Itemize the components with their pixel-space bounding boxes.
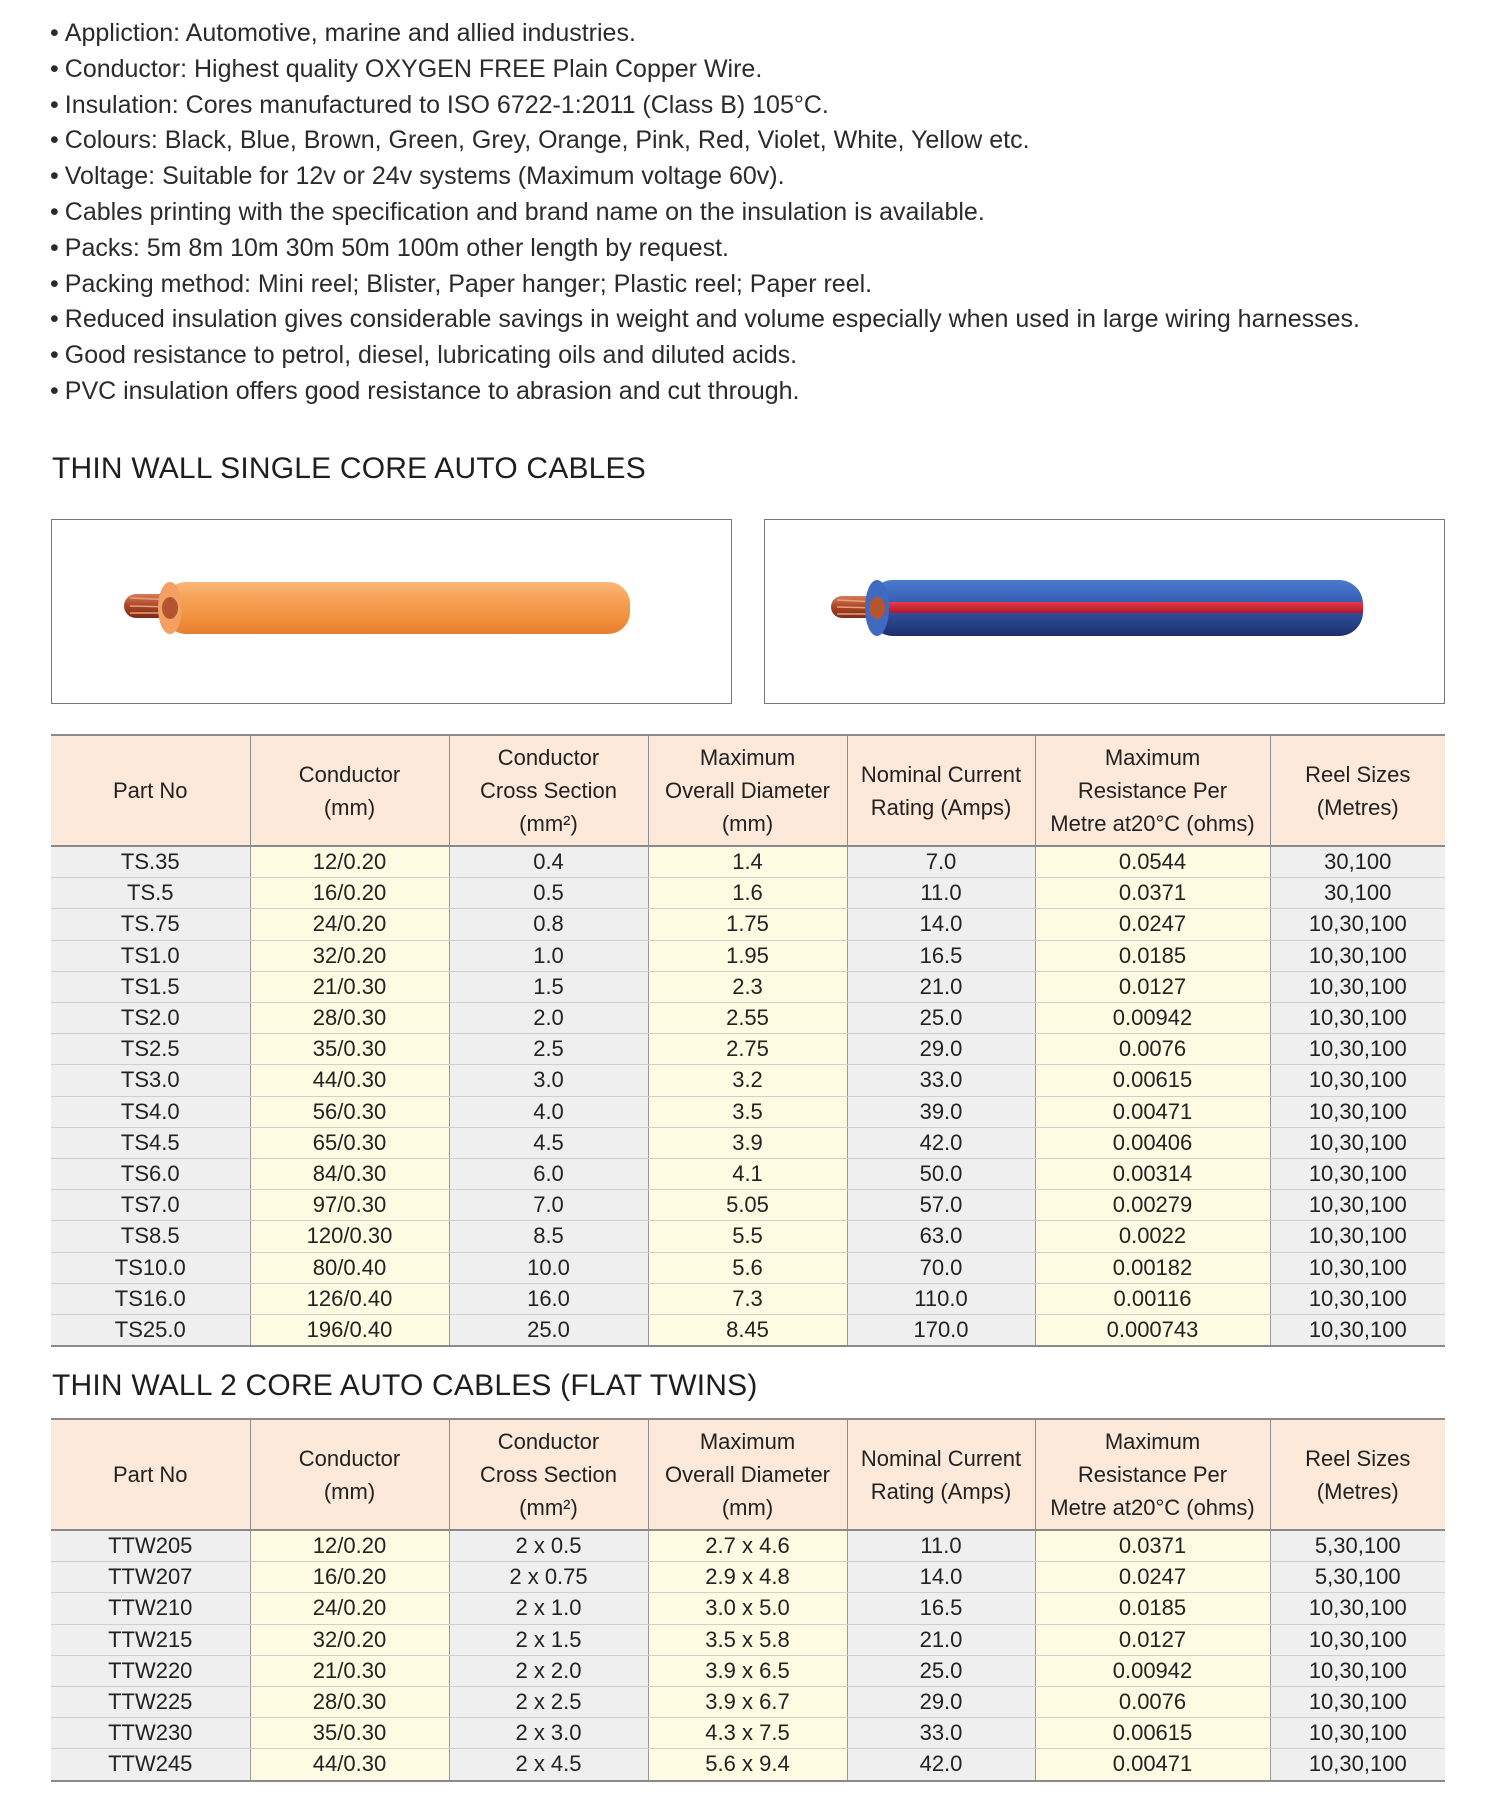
table-row xyxy=(51,1096,1445,1127)
cell-cross-section: 4.0 xyxy=(449,1096,648,1127)
cell-cross-section: 7.0 xyxy=(449,1190,648,1221)
cell-conductor: 21/0.30 xyxy=(250,971,449,1002)
table-row xyxy=(51,1221,1445,1252)
table-row xyxy=(51,1718,1445,1749)
cell-current-rating: 70.0 xyxy=(847,1252,1035,1283)
cell-resistance: 0.0247 xyxy=(1035,1562,1270,1593)
cell-resistance: 0.0371 xyxy=(1035,1530,1270,1562)
table-row xyxy=(51,971,1445,1002)
cell-current-rating: 110.0 xyxy=(847,1283,1035,1314)
cell-part-no: TS4.0 xyxy=(51,1096,250,1127)
cell-conductor: 126/0.40 xyxy=(250,1283,449,1314)
table-row xyxy=(51,1593,1445,1624)
cell-overall-diameter: 3.5 x 5.8 xyxy=(648,1624,847,1655)
feature-item: • Voltage: Suitable for 12v or 24v systems (Maximum voltage 60v). xyxy=(50,159,1470,195)
column-header-part-no: Part No xyxy=(51,735,250,846)
cell-resistance: 0.00182 xyxy=(1035,1252,1270,1283)
cell-reel-sizes: 5,30,100 xyxy=(1270,1530,1445,1562)
cell-part-no: TS7.0 xyxy=(51,1190,250,1221)
feature-item: • Cables printing with the specification and brand name on the insulation is available. xyxy=(50,195,1470,231)
cell-cross-section: 3.0 xyxy=(449,1065,648,1096)
cell-overall-diameter: 1.75 xyxy=(648,909,847,940)
cell-reel-sizes: 30,100 xyxy=(1270,878,1445,909)
cell-reel-sizes: 5,30,100 xyxy=(1270,1562,1445,1593)
column-header-cross-section: Conductor Cross Section (mm²) xyxy=(449,735,648,846)
cell-cross-section: 2 x 0.75 xyxy=(449,1562,648,1593)
cell-resistance: 0.00471 xyxy=(1035,1749,1270,1781)
table-row xyxy=(51,1252,1445,1283)
cell-current-rating: 14.0 xyxy=(847,909,1035,940)
cell-resistance: 0.00942 xyxy=(1035,1003,1270,1034)
feature-item: • Reduced insulation gives considerable savings in weight and volume especially when used in large wiring harnesses. xyxy=(50,302,1470,338)
cell-conductor: 28/0.30 xyxy=(250,1003,449,1034)
cell-overall-diameter: 2.3 xyxy=(648,971,847,1002)
cell-cross-section: 0.4 xyxy=(449,846,648,878)
cell-part-no: TS.35 xyxy=(51,846,250,878)
cell-current-rating: 25.0 xyxy=(847,1655,1035,1686)
cell-current-rating: 42.0 xyxy=(847,1749,1035,1781)
cell-resistance: 0.00615 xyxy=(1035,1065,1270,1096)
table-row xyxy=(51,1159,1445,1190)
feature-item: • Appliction: Automotive, marine and allied industries. xyxy=(50,16,1470,52)
table-row xyxy=(51,1687,1445,1718)
cell-part-no: TTW207 xyxy=(51,1562,250,1593)
cell-current-rating: 11.0 xyxy=(847,1530,1035,1562)
table-row xyxy=(51,1127,1445,1158)
cell-conductor: 56/0.30 xyxy=(250,1096,449,1127)
cell-conductor: 120/0.30 xyxy=(250,1221,449,1252)
cell-resistance: 0.0076 xyxy=(1035,1034,1270,1065)
cell-resistance: 0.0127 xyxy=(1035,971,1270,1002)
cell-overall-diameter: 3.9 xyxy=(648,1127,847,1158)
table-row xyxy=(51,1530,1445,1562)
cell-current-rating: 21.0 xyxy=(847,1624,1035,1655)
cell-resistance: 0.00314 xyxy=(1035,1159,1270,1190)
cell-part-no: TS1.5 xyxy=(51,971,250,1002)
twin-cable-illustration xyxy=(765,520,1443,702)
cell-overall-diameter: 3.2 xyxy=(648,1065,847,1096)
cell-current-rating: 170.0 xyxy=(847,1315,1035,1347)
column-header-reel-sizes: Reel Sizes (Metres) xyxy=(1270,1419,1445,1530)
cell-cross-section: 8.5 xyxy=(449,1221,648,1252)
cell-reel-sizes: 10,30,100 xyxy=(1270,1190,1445,1221)
cell-part-no: TTW220 xyxy=(51,1655,250,1686)
cell-conductor: 97/0.30 xyxy=(250,1190,449,1221)
column-header-part-no: Part No xyxy=(51,1419,250,1530)
feature-item: • Packing method: Mini reel; Blister, Paper hanger; Plastic reel; Paper reel. xyxy=(50,267,1470,303)
cell-overall-diameter: 2.75 xyxy=(648,1034,847,1065)
cell-reel-sizes: 10,30,100 xyxy=(1270,909,1445,940)
cell-current-rating: 29.0 xyxy=(847,1687,1035,1718)
cell-part-no: TTW205 xyxy=(51,1530,250,1562)
cell-overall-diameter: 2.9 x 4.8 xyxy=(648,1562,847,1593)
cell-overall-diameter: 7.3 xyxy=(648,1283,847,1314)
cell-cross-section: 25.0 xyxy=(449,1315,648,1347)
cell-cross-section: 1.5 xyxy=(449,971,648,1002)
table-row xyxy=(51,1749,1445,1781)
cell-reel-sizes: 10,30,100 xyxy=(1270,1127,1445,1158)
cell-current-rating: 50.0 xyxy=(847,1159,1035,1190)
cell-conductor: 12/0.20 xyxy=(250,1530,449,1562)
column-header-conductor: Conductor (mm) xyxy=(250,1419,449,1530)
cell-part-no: TTW210 xyxy=(51,1593,250,1624)
section-title-flat-twins: THIN WALL 2 CORE AUTO CABLES (FLAT TWINS) xyxy=(52,1369,758,1402)
cell-overall-diameter: 5.6 x 9.4 xyxy=(648,1749,847,1781)
cell-conductor: 35/0.30 xyxy=(250,1718,449,1749)
cell-cross-section: 2 x 2.0 xyxy=(449,1655,648,1686)
cell-overall-diameter: 1.95 xyxy=(648,940,847,971)
feature-item: • Packs: 5m 8m 10m 30m 50m 100m other length by request. xyxy=(50,231,1470,267)
cell-reel-sizes: 10,30,100 xyxy=(1270,1315,1445,1347)
cell-conductor: 44/0.30 xyxy=(250,1065,449,1096)
cell-resistance: 0.00471 xyxy=(1035,1096,1270,1127)
column-header-cross-section: Conductor Cross Section (mm²) xyxy=(449,1419,648,1530)
cell-conductor: 196/0.40 xyxy=(250,1315,449,1347)
cell-current-rating: 11.0 xyxy=(847,878,1035,909)
column-header-current-rating: Nominal Current Rating (Amps) xyxy=(847,1419,1035,1530)
cell-cross-section: 2 x 2.5 xyxy=(449,1687,648,1718)
cell-reel-sizes: 10,30,100 xyxy=(1270,1624,1445,1655)
cell-conductor: 32/0.20 xyxy=(250,1624,449,1655)
table-header-row xyxy=(51,735,1445,846)
cell-overall-diameter: 8.45 xyxy=(648,1315,847,1347)
cell-current-rating: 63.0 xyxy=(847,1221,1035,1252)
cell-part-no: TS16.0 xyxy=(51,1283,250,1314)
feature-item: • Conductor: Highest quality OXYGEN FREE Plain Copper Wire. xyxy=(50,52,1470,88)
column-header-conductor: Conductor (mm) xyxy=(250,735,449,846)
cell-conductor: 28/0.30 xyxy=(250,1687,449,1718)
cell-reel-sizes: 10,30,100 xyxy=(1270,1159,1445,1190)
cell-reel-sizes: 10,30,100 xyxy=(1270,940,1445,971)
cell-part-no: TS8.5 xyxy=(51,1221,250,1252)
column-header-resistance: Maximum Resistance Per Metre at20°C (ohms) xyxy=(1035,735,1270,846)
cell-resistance: 0.000743 xyxy=(1035,1315,1270,1347)
cable-image-orange-single-core xyxy=(51,519,732,704)
feature-item: • Good resistance to petrol, diesel, lubricating oils and diluted acids. xyxy=(50,338,1470,374)
cell-conductor: 24/0.20 xyxy=(250,909,449,940)
cell-resistance: 0.0076 xyxy=(1035,1687,1270,1718)
cell-current-rating: 21.0 xyxy=(847,971,1035,1002)
table-row xyxy=(51,846,1445,878)
cell-part-no: TS10.0 xyxy=(51,1252,250,1283)
column-header-overall-diameter: Maximum Overall Diameter (mm) xyxy=(648,1419,847,1530)
table-row xyxy=(51,1003,1445,1034)
cell-resistance: 0.0185 xyxy=(1035,1593,1270,1624)
table-row xyxy=(51,1034,1445,1065)
cell-cross-section: 2.0 xyxy=(449,1003,648,1034)
cell-part-no: TS1.0 xyxy=(51,940,250,971)
cell-part-no: TTW215 xyxy=(51,1624,250,1655)
cell-reel-sizes: 10,30,100 xyxy=(1270,1252,1445,1283)
cell-overall-diameter: 1.4 xyxy=(648,846,847,878)
column-header-reel-sizes: Reel Sizes (Metres) xyxy=(1270,735,1445,846)
table-row xyxy=(51,909,1445,940)
cell-cross-section: 10.0 xyxy=(449,1252,648,1283)
cell-cross-section: 2.5 xyxy=(449,1034,648,1065)
cell-cross-section: 0.5 xyxy=(449,878,648,909)
cell-resistance: 0.00406 xyxy=(1035,1127,1270,1158)
cell-conductor: 44/0.30 xyxy=(250,1749,449,1781)
table-row xyxy=(51,1562,1445,1593)
cell-cross-section: 2 x 1.5 xyxy=(449,1624,648,1655)
cell-current-rating: 14.0 xyxy=(847,1562,1035,1593)
cell-cross-section: 1.0 xyxy=(449,940,648,971)
cell-cross-section: 16.0 xyxy=(449,1283,648,1314)
cell-part-no: TS3.0 xyxy=(51,1065,250,1096)
cell-resistance: 0.0371 xyxy=(1035,878,1270,909)
cell-part-no: TS2.0 xyxy=(51,1003,250,1034)
cell-reel-sizes: 10,30,100 xyxy=(1270,1718,1445,1749)
cell-cross-section: 4.5 xyxy=(449,1127,648,1158)
cell-resistance: 0.0127 xyxy=(1035,1624,1270,1655)
cell-current-rating: 39.0 xyxy=(847,1096,1035,1127)
cell-resistance: 0.0247 xyxy=(1035,909,1270,940)
cell-cross-section: 2 x 1.0 xyxy=(449,1593,648,1624)
cell-conductor: 16/0.20 xyxy=(250,878,449,909)
cell-cross-section: 2 x 4.5 xyxy=(449,1749,648,1781)
cell-resistance: 0.00116 xyxy=(1035,1283,1270,1314)
table-row xyxy=(51,1655,1445,1686)
table-row xyxy=(51,1065,1445,1096)
cell-reel-sizes: 10,30,100 xyxy=(1270,1221,1445,1252)
cell-resistance: 0.00942 xyxy=(1035,1655,1270,1686)
cell-resistance: 0.0022 xyxy=(1035,1221,1270,1252)
cell-reel-sizes: 10,30,100 xyxy=(1270,1593,1445,1624)
cell-current-rating: 29.0 xyxy=(847,1034,1035,1065)
cell-overall-diameter: 5.6 xyxy=(648,1252,847,1283)
cell-part-no: TS.5 xyxy=(51,878,250,909)
cell-overall-diameter: 4.3 x 7.5 xyxy=(648,1718,847,1749)
cell-reel-sizes: 10,30,100 xyxy=(1270,1065,1445,1096)
cell-reel-sizes: 10,30,100 xyxy=(1270,1283,1445,1314)
cell-current-rating: 7.0 xyxy=(847,846,1035,878)
cell-current-rating: 16.5 xyxy=(847,940,1035,971)
cell-conductor: 80/0.40 xyxy=(250,1252,449,1283)
orange-cable-illustration xyxy=(52,520,730,702)
cable-image-flat-twin xyxy=(764,519,1445,704)
cell-overall-diameter: 1.6 xyxy=(648,878,847,909)
cell-overall-diameter: 4.1 xyxy=(648,1159,847,1190)
cell-conductor: 12/0.20 xyxy=(250,846,449,878)
cell-conductor: 24/0.20 xyxy=(250,1593,449,1624)
cell-conductor: 84/0.30 xyxy=(250,1159,449,1190)
cell-resistance: 0.0185 xyxy=(1035,940,1270,971)
section-title-single-core: THIN WALL SINGLE CORE AUTO CABLES xyxy=(52,452,646,485)
cell-overall-diameter: 2.55 xyxy=(648,1003,847,1034)
cell-current-rating: 33.0 xyxy=(847,1065,1035,1096)
cell-part-no: TS4.5 xyxy=(51,1127,250,1158)
cell-reel-sizes: 10,30,100 xyxy=(1270,1687,1445,1718)
cell-overall-diameter: 2.7 x 4.6 xyxy=(648,1530,847,1562)
cell-current-rating: 33.0 xyxy=(847,1718,1035,1749)
cell-overall-diameter: 3.9 x 6.7 xyxy=(648,1687,847,1718)
cell-part-no: TTW230 xyxy=(51,1718,250,1749)
cell-conductor: 21/0.30 xyxy=(250,1655,449,1686)
cell-part-no: TS6.0 xyxy=(51,1159,250,1190)
cell-resistance: 0.0544 xyxy=(1035,846,1270,878)
cell-overall-diameter: 3.9 x 6.5 xyxy=(648,1655,847,1686)
feature-list xyxy=(50,16,1470,410)
cell-conductor: 35/0.30 xyxy=(250,1034,449,1065)
table-row xyxy=(51,940,1445,971)
column-header-current-rating: Nominal Current Rating (Amps) xyxy=(847,735,1035,846)
cell-part-no: TS25.0 xyxy=(51,1315,250,1347)
cell-cross-section: 2 x 3.0 xyxy=(449,1718,648,1749)
cell-resistance: 0.00615 xyxy=(1035,1718,1270,1749)
cell-overall-diameter: 5.5 xyxy=(648,1221,847,1252)
cell-overall-diameter: 3.5 xyxy=(648,1096,847,1127)
cell-reel-sizes: 30,100 xyxy=(1270,846,1445,878)
column-header-resistance: Maximum Resistance Per Metre at20°C (ohms) xyxy=(1035,1419,1270,1530)
feature-item: • Colours: Black, Blue, Brown, Green, Grey, Orange, Pink, Red, Violet, White, Yellow etc. xyxy=(50,123,1470,159)
cell-current-rating: 25.0 xyxy=(847,1003,1035,1034)
cell-part-no: TTW245 xyxy=(51,1749,250,1781)
cell-reel-sizes: 10,30,100 xyxy=(1270,1096,1445,1127)
table-header-row xyxy=(51,1419,1445,1530)
cell-part-no: TS.75 xyxy=(51,909,250,940)
cell-conductor: 32/0.20 xyxy=(250,940,449,971)
cell-current-rating: 16.5 xyxy=(847,1593,1035,1624)
single-core-spec-table xyxy=(51,734,1445,1347)
table-row xyxy=(51,1283,1445,1314)
table-row xyxy=(51,1624,1445,1655)
cell-conductor: 65/0.30 xyxy=(250,1127,449,1158)
cell-cross-section: 6.0 xyxy=(449,1159,648,1190)
column-header-overall-diameter: Maximum Overall Diameter (mm) xyxy=(648,735,847,846)
cell-part-no: TTW225 xyxy=(51,1687,250,1718)
cell-reel-sizes: 10,30,100 xyxy=(1270,1749,1445,1781)
cell-conductor: 16/0.20 xyxy=(250,1562,449,1593)
cell-current-rating: 42.0 xyxy=(847,1127,1035,1158)
feature-item: • PVC insulation offers good resistance to abrasion and cut through. xyxy=(50,374,1470,410)
cell-reel-sizes: 10,30,100 xyxy=(1270,971,1445,1002)
cell-part-no: TS2.5 xyxy=(51,1034,250,1065)
cell-overall-diameter: 3.0 x 5.0 xyxy=(648,1593,847,1624)
table-row xyxy=(51,1190,1445,1221)
cell-reel-sizes: 10,30,100 xyxy=(1270,1655,1445,1686)
cell-resistance: 0.00279 xyxy=(1035,1190,1270,1221)
cell-reel-sizes: 10,30,100 xyxy=(1270,1034,1445,1065)
table-row xyxy=(51,1315,1445,1347)
feature-item: • Insulation: Cores manufactured to ISO 6722-1:2011 (Class B) 105°C. xyxy=(50,88,1470,124)
cell-current-rating: 57.0 xyxy=(847,1190,1035,1221)
cell-overall-diameter: 5.05 xyxy=(648,1190,847,1221)
cell-reel-sizes: 10,30,100 xyxy=(1270,1003,1445,1034)
flat-twin-spec-table xyxy=(51,1418,1445,1782)
cell-cross-section: 0.8 xyxy=(449,909,648,940)
table-row xyxy=(51,878,1445,909)
cell-cross-section: 2 x 0.5 xyxy=(449,1530,648,1562)
